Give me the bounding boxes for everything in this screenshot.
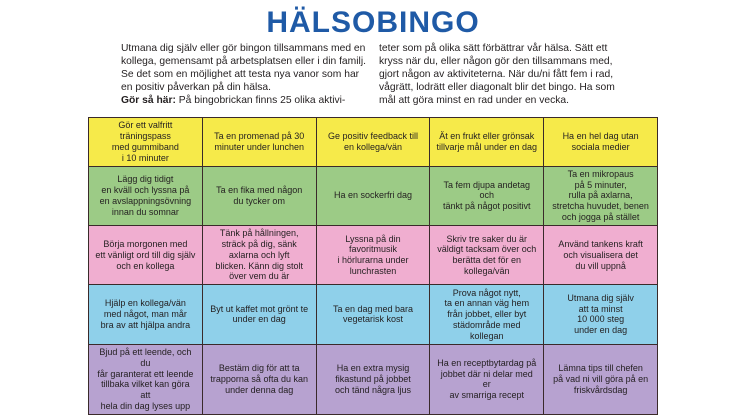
bingo-cell-text: Ta en fika med någon du tycker om — [216, 184, 303, 206]
bingo-row — [89, 285, 658, 344]
bingo-cell[interactable] — [89, 344, 203, 414]
bingo-cell[interactable] — [316, 285, 430, 344]
bingo-cell-text: Byt ut kaffet mot grönt te under en dag — [210, 303, 309, 325]
bingo-cell-text: Använd tankens kraft och visualisera det du vill uppnå — [558, 238, 643, 271]
how-text: På bingobrickan finns 25 olika aktivi- — [175, 95, 346, 106]
bingo-cell-text: Tänk på hållningen, sträck på dig, sänk axlarna och lyft blicken. Känn dig stolt över vem du är — [215, 228, 303, 282]
bingo-cell-text: Bjud på ett leende, och du får garanterat ett leende tillbaka vilket kan göra att hela din dag lyses upp — [97, 346, 194, 411]
bingo-row — [89, 344, 658, 414]
bingo-cell[interactable] — [202, 344, 316, 414]
bingo-row — [89, 166, 658, 225]
bingo-cell[interactable] — [202, 285, 316, 344]
bingo-cell-text: Ta en dag med bara vegetarisk kost — [332, 303, 414, 325]
bingo-cell-text: Prova något nytt, ta en annan väg hem från jobbet, eller byt städområde med kollegan — [444, 287, 530, 341]
bingo-row — [89, 225, 658, 284]
bingo-cell-text: Gör ett valfritt träningspass med gummiband i 10 minuter — [111, 120, 179, 163]
bingo-cell-text: Utmana dig själv att ta minst 10 000 steg under en dag — [567, 292, 634, 336]
bingo-cell[interactable] — [316, 118, 430, 167]
bingo-cell[interactable] — [544, 166, 658, 225]
bingo-cell[interactable] — [202, 225, 316, 284]
bingo-cell[interactable] — [430, 285, 544, 344]
how-label: Gör så här: — [121, 95, 176, 106]
bingo-cell[interactable] — [316, 344, 430, 414]
bingo-cell-text: Lyssna på din favoritmusik i hörlurarna under lunchrasten — [337, 233, 409, 276]
intro-continued: teter som på olika sätt förbättrar vår hälsa. Sätt ett kryss när du, eller någon gör den tillsammans med, gjort någon av aktiviteterna. När du/ni fått fem i rad, vågrätt, lodrätt eller diagonalt blir det bingo. Ha som mål att göra minst en rad under en vecka. — [379, 43, 615, 106]
bingo-cell[interactable] — [430, 118, 544, 167]
bingo-cell[interactable] — [430, 344, 544, 414]
bingo-cell-text: Ha en receptbytardag på jobbet där ni delar med er av smarriga recept — [437, 357, 537, 401]
bingo-cell[interactable] — [202, 166, 316, 225]
intro-instructions — [121, 94, 367, 107]
bingo-cell-text: Lämna tips till chefen på vad ni vill göra på en friskvårdsdag — [553, 363, 649, 395]
bingo-cell[interactable] — [544, 285, 658, 344]
bingo-board — [88, 117, 658, 415]
intro-paragraph: Utmana dig själv eller gör bingon tillsammans med en kollega, gemensamt på arbetsplatsen eller i din familj. Se det som en möjlighet att testa nya vanor som har en positiv påverkan på din hälsa. — [121, 43, 366, 93]
bingo-cell-text: Hjälp en kollega/vän med något, man mår bra av att hjälpa andra — [100, 298, 191, 330]
bingo-cell[interactable] — [430, 225, 544, 284]
bingo-cell[interactable] — [89, 285, 203, 344]
bingo-cell[interactable] — [430, 166, 544, 225]
bingo-cell[interactable] — [544, 344, 658, 414]
bingo-cell[interactable] — [544, 225, 658, 284]
bingo-cell-text: Ge positiv feedback till en kollega/vän — [327, 130, 419, 152]
bingo-cell[interactable] — [316, 225, 430, 284]
bingo-body — [89, 118, 658, 415]
bingo-cell-text: Ta en mikropaus på 5 minuter, rulla på axlarna, stretcha huvudet, benen och jogga på stället — [552, 168, 649, 222]
bingo-cell-text: Skriv tre saker du är väldigt tacksam över och berätta det för en kollega/vän — [437, 233, 537, 276]
bingo-cell-text: Bestäm dig för att ta trapporna så ofta du kan under denna dag — [210, 363, 308, 395]
bingo-cell-text: Börja morgonen med ett vänligt ord till dig själv och en kollega — [95, 238, 196, 271]
bingo-cell-text: Ha en extra mysig fikastund på jobbet och tänd några ljus — [334, 363, 412, 395]
intro-left-column — [121, 42, 367, 107]
bingo-cell[interactable] — [544, 118, 658, 167]
bingo-cell-text: Ta en promenad på 30 minuter under lunchen — [214, 130, 305, 152]
bingo-cell-text: Ha en sockerfri dag — [333, 190, 413, 201]
bingo-cell-text: Lägg dig tidigt en kväll och lyssna på en avslappningsövning innan du somnar — [99, 174, 192, 217]
bingo-cell[interactable] — [89, 118, 203, 167]
bingo-row — [89, 118, 658, 167]
bingo-cell[interactable] — [316, 166, 430, 225]
bingo-cell-text: Ta fem djupa andetag och tänkt på något positivt — [443, 179, 531, 212]
bingo-cell[interactable] — [202, 118, 316, 167]
bingo-cell-text: Ha en hel dag utan sociala medier — [562, 130, 639, 152]
bingo-cell[interactable] — [89, 225, 203, 284]
bingo-cell[interactable] — [89, 166, 203, 225]
page-title: HÄLSOBINGO — [266, 6, 480, 39]
intro-right-column — [379, 42, 627, 107]
bingo-cell-text: Ät en frukt eller grönsak tillvarje mål under en dag — [436, 130, 538, 152]
